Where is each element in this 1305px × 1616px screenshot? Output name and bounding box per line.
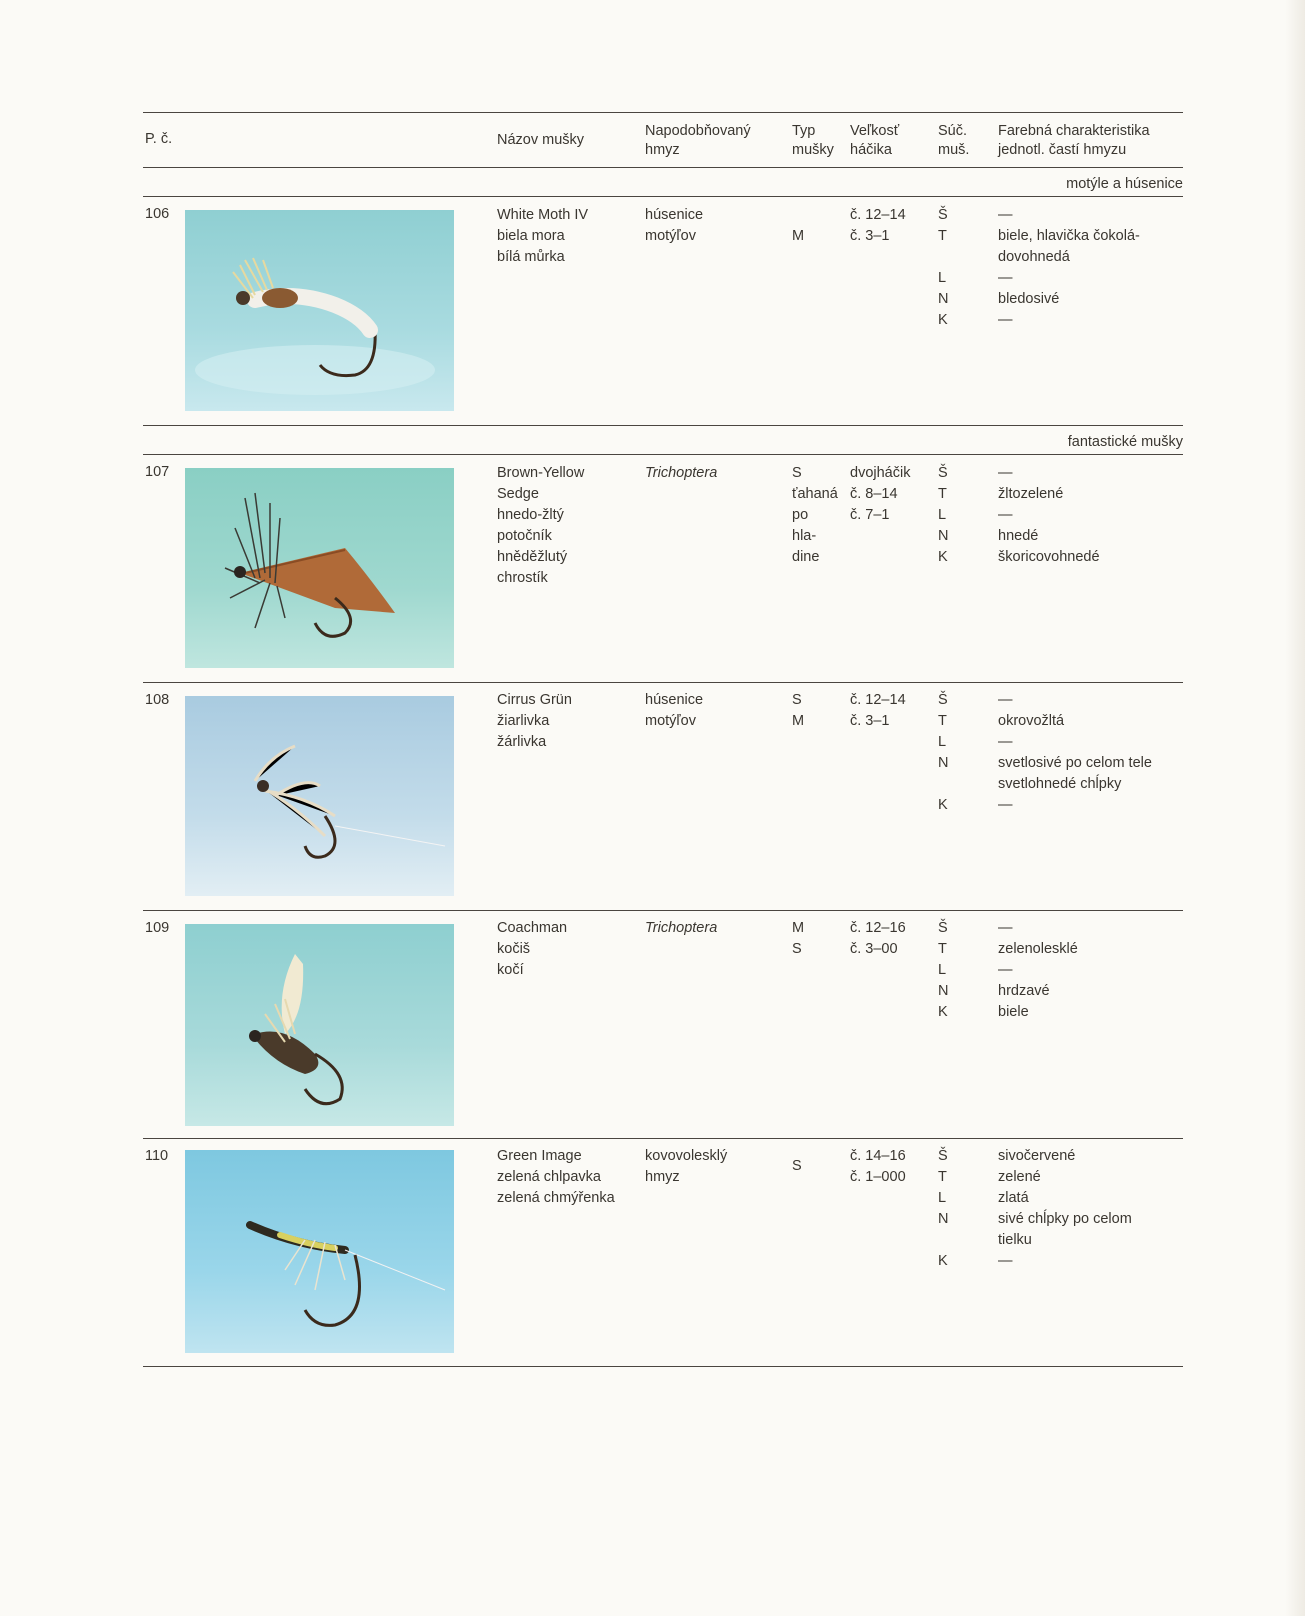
fly-photo-brown-yellow-sedge xyxy=(185,468,454,668)
row-number: 107 xyxy=(145,464,170,480)
fly-parts: Š T L N K xyxy=(938,692,949,813)
fly-names: Coachman kočiš kočí xyxy=(497,920,568,978)
fly-parts: Š T L N K xyxy=(938,920,949,1020)
row-rule xyxy=(143,682,1183,683)
fly-names: White Moth IV biela mora bílá můrka xyxy=(497,207,589,265)
color-characteristics: sivočervené zelené zlatá sivé chĺpky po celom tielku — xyxy=(998,1148,1132,1269)
row-rule xyxy=(143,910,1183,911)
header-farebna: Farebná charakteristika jednotl. častí hmyzu xyxy=(998,123,1150,158)
fly-photo-white-moth xyxy=(185,210,454,411)
imitated-insect: Trichoptera xyxy=(645,465,718,481)
row-number: 109 xyxy=(145,920,170,936)
header-bottom-rule xyxy=(143,167,1183,168)
imitated-insect: Trichoptera xyxy=(645,920,718,936)
fly-type: S M xyxy=(792,692,805,729)
header-napodob: Napodobňovaný hmyz xyxy=(645,123,751,158)
hook-size: č. 12–16 č. 3–00 xyxy=(850,920,906,957)
fly-names: Brown-Yellow Sedge hnedo-žltý potočník hněděžlutý chrostík xyxy=(497,465,585,586)
imitated-insect: húsenice motýľov xyxy=(645,692,704,729)
color-characteristics: — žltozelené — hnedé škoricovohnedé xyxy=(998,465,1100,565)
row-number: 110 xyxy=(145,1148,169,1164)
fly-type: M xyxy=(792,228,805,244)
fly-photo-green-image xyxy=(185,1150,454,1353)
fly-type: S ťahaná po hla- dine xyxy=(792,465,838,565)
imitated-insect: húsenice motýľov xyxy=(645,207,704,244)
fly-parts: Š T L N K xyxy=(938,207,949,328)
hook-size: č. 12–14 č. 3–1 xyxy=(850,692,906,729)
section-rule-fantasticke-top xyxy=(143,425,1183,426)
hook-size: č. 12–14 č. 3–1 xyxy=(850,207,906,244)
row-rule xyxy=(143,1138,1183,1139)
row-number: 108 xyxy=(145,692,170,708)
fly-names: Cirrus Grün žiarlivka žárlivka xyxy=(497,692,572,750)
fly-photo-coachman xyxy=(185,924,454,1126)
header-suc: Súč. muš. xyxy=(938,123,970,158)
row-number: 106 xyxy=(145,206,170,222)
header-nazov: Názov mušky xyxy=(497,132,585,148)
imitated-insect: kovovolesklý hmyz xyxy=(645,1148,728,1185)
header-pc: P. č. xyxy=(145,131,173,147)
bottom-rule xyxy=(143,1366,1183,1367)
section-rule-motyle xyxy=(143,196,1183,197)
section-rule-fantasticke xyxy=(143,454,1183,455)
top-rule xyxy=(143,112,1183,113)
fly-type: S xyxy=(792,1158,802,1174)
fly-photo-cirrus-grun xyxy=(185,696,454,896)
color-characteristics: — zelenolesklé — hrdzavé biele xyxy=(998,920,1078,1020)
color-characteristics: — okrovožltá — svetlosivé po celom tele svetlohnedé chĺpky — xyxy=(998,692,1152,813)
hook-size: č. 14–16 č. 1–000 xyxy=(850,1148,906,1185)
section-label-motyle: motýle a húsenice xyxy=(1066,176,1183,192)
fly-type: M S xyxy=(792,920,805,957)
section-label-fantasticke: fantastické mušky xyxy=(1067,434,1183,450)
hook-size: dvojháčik č. 8–14 č. 7–1 xyxy=(850,465,911,523)
color-characteristics: — biele, hlavička čokolá- dovohnedá — bledosivé — xyxy=(998,207,1140,328)
header-velkost: Veľkosť háčika xyxy=(850,123,900,158)
fly-parts: Š T L N K xyxy=(938,465,949,565)
header-typ: Typ mušky xyxy=(792,123,834,158)
page-edge xyxy=(1285,0,1305,1616)
fly-parts: Š T L N K xyxy=(938,1148,949,1269)
fly-names: Green Image zelená chlpavka zelená chmýřenka xyxy=(497,1148,615,1206)
